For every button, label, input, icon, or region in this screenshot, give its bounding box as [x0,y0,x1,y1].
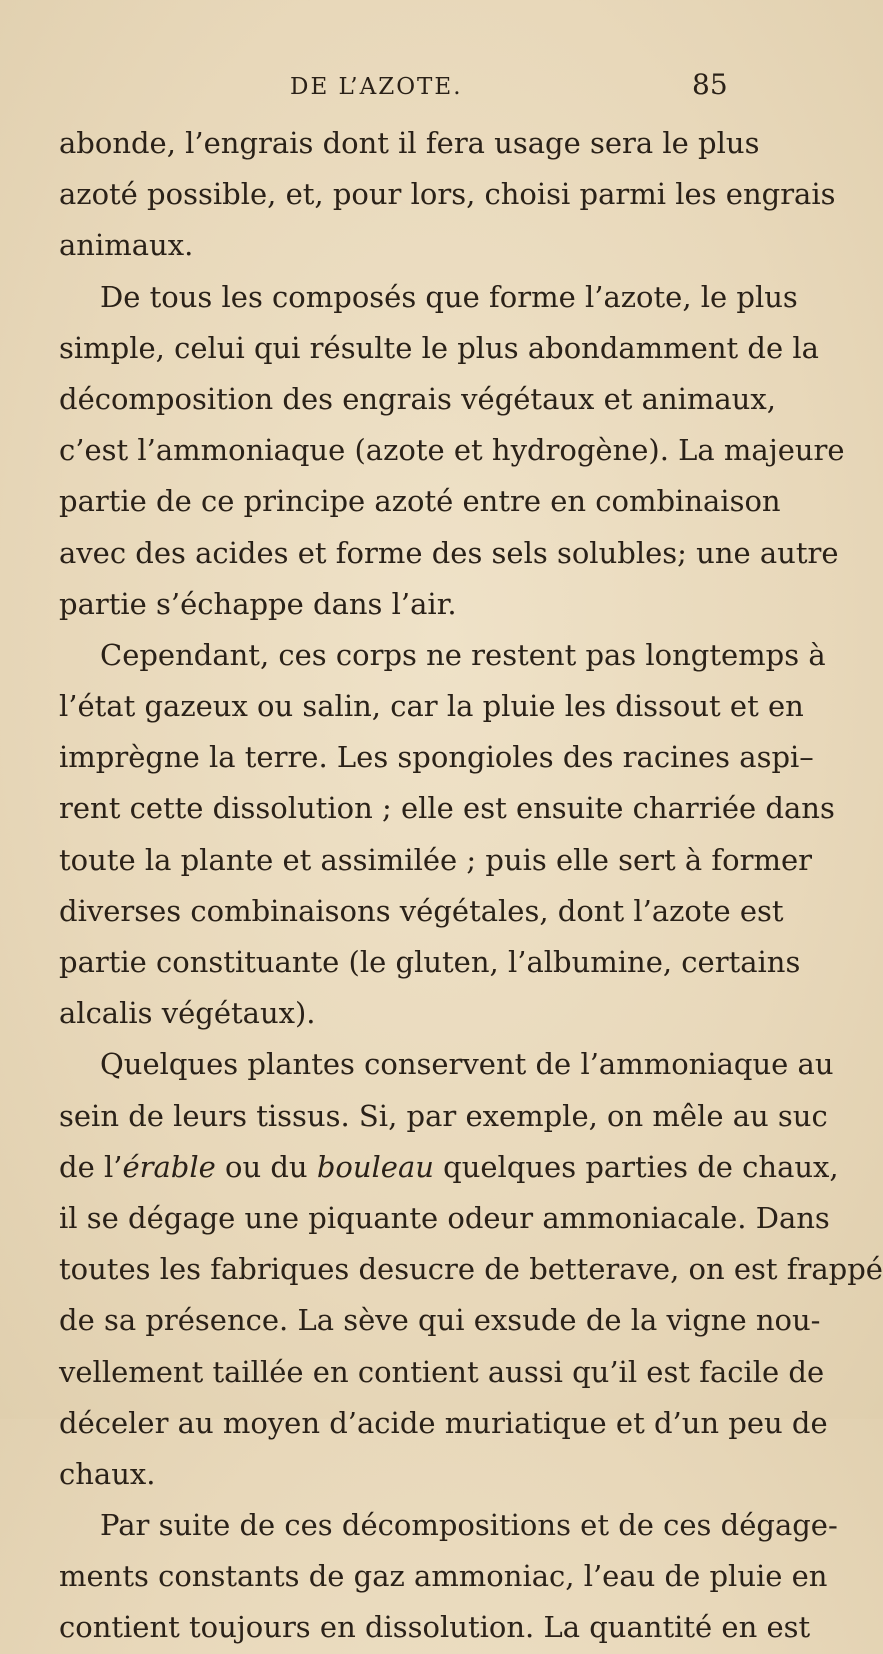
text-line: contient toujours en dissolution. La quantité en est [59,1610,811,1645]
text-line: imprègne la terre. Les spongioles des racines aspi– [59,740,814,775]
italic-term-erable: érable [122,1149,216,1184]
text-line: avec des acides et forme des sels solubles; une autre [59,535,839,570]
text-line: abonde, l’engrais dont il fera usage sera le plus [59,126,760,160]
text-line: déceler au moyen d’acide muriatique et d’un peu de [59,1405,828,1440]
text-line: Quelques plantes conservent de l’ammoniaque au [100,1047,834,1082]
text-line: De tous les composés que forme l’azote, le plus [100,279,798,314]
running-title: DE L’AZOTE. [290,74,463,100]
text-line: azoté possible, et, pour lors, choisi parmi les engrais [59,177,836,212]
text-line: l’état gazeux ou salin, car la pluie les dissout et en [59,689,804,724]
text-line: c’est l’ammoniaque (azote et hydrogène). La majeure [59,433,845,468]
text-line: décomposition des engrais végétaux et animaux, [59,381,776,416]
text-line: partie s’échappe dans l’air. [59,586,457,621]
text-line: simple, celui qui résulte le plus abondamment de la [59,330,819,365]
text-fragment: ou du [215,1149,317,1184]
text-line: alcalis végétaux). [59,996,316,1031]
text-line: toute la plante et assimilée ; puis elle sert à former [59,842,812,877]
text-line: animaux. [59,228,194,263]
text-line: vellement taillée en contient aussi qu’il est facile de [59,1354,825,1389]
body-text [56,118,883,1654]
text-line: Par suite de ces décompositions et de ces dégage- [100,1508,838,1543]
text-line: sein de leurs tissus. Si, par exemple, on mêle au suc [59,1098,828,1133]
italic-term-bouleau: bouleau [316,1149,434,1184]
text-line: ments constants de gaz ammoniac, l’eau de pluie en [59,1559,828,1594]
text-fragment: de l’ [59,1149,123,1184]
text-line: de sa présence. La sève qui exsude de la vigne nou- [59,1303,821,1338]
text-line: partie de ce principe azoté entre en combinaison [59,484,781,519]
text-line: rent cette dissolution ; elle est ensuite charriée dans [59,791,835,826]
text-line: toutes les fabriques desucre de betterave, on est frappé [59,1252,883,1287]
text-line [56,1142,839,1193]
page-number: 85 [692,68,728,101]
text-line: il se dégage une piquante odeur ammoniacale. Dans [59,1200,830,1235]
text-fragment: quelques parties de chaux, [433,1149,839,1184]
text-line: chaux. [59,1456,156,1491]
text-line: partie constituante (le gluten, l’albumine, certains [59,945,801,979]
text-line: diverses combinaisons végétales, dont l’azote est [59,893,784,928]
text-line: Cependant, ces corps ne restent pas longtemps à [100,637,826,672]
